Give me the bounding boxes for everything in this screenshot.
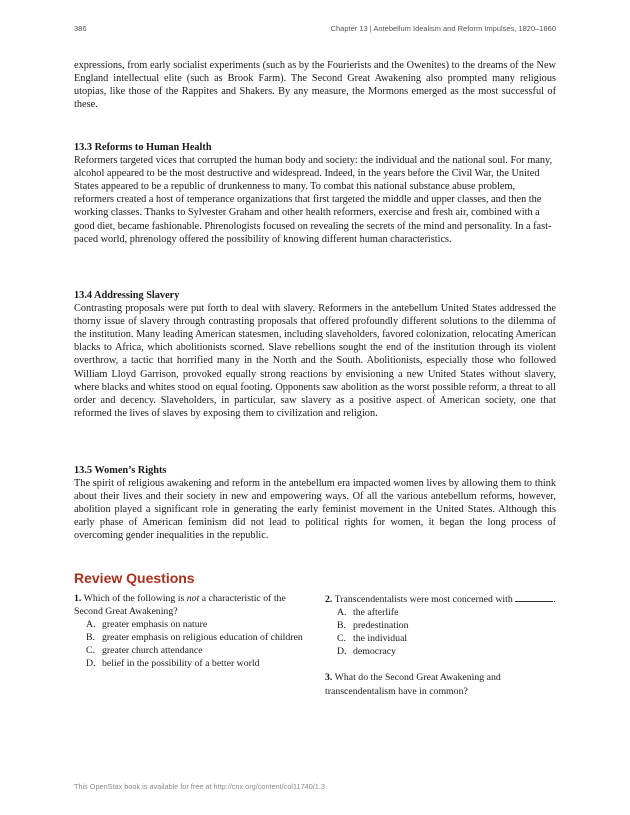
answer-option: C. greater church attendance [86, 645, 203, 657]
section-title: 13.4 Addressing Slavery [74, 290, 180, 301]
answer-option: D. democracy [337, 646, 396, 658]
question-text: What do the Second Great Awakening and transcendentalism have in common? [325, 672, 501, 697]
question-text: Which of the following is [83, 593, 185, 604]
question-number: 3. [325, 672, 333, 684]
page-footer: This OpenStax book is available for free at http://cnx.org/content/col11740/1.3 [74, 782, 325, 791]
question-emphasis: not [186, 593, 200, 604]
section-body: Reformers targeted vices that corrupted the human body and society: the individual and the national soul. For many, alcohol appeared to be the most destructive and widespread. Indeed, in the years before the Civil War, the United States appeared to be a republic of drunkenness to many. To combat this national substance abuse problem, reformers created a host of temperance organizations that first targeted the middle and upper classes, and then the working classes. Thanks to Sylvester Graham and other health reformers, exercise and fresh air, combined with a good diet, became fashionable. Phrenologists focused on revealing the secrets of the mind and personality. In a fast-paced world, phrenology offered the possibility of knowing different human characteristics. [74, 155, 553, 245]
section-body: The spirit of religious awakening and reform in the antebellum era impacted women lives by allowing them to think about their lives and their society in new and empowering ways. Of all the various antebellum reforms, however, abolition played a significant role in generating the early feminist movement in the United States. Although this early phase of American feminism did not lead to political rights for women, it began the long process of overcoming gender inequalities in the republic. [74, 478, 556, 542]
question-3 [325, 671, 556, 697]
intro-paragraph: expressions, from early socialist experiments (such as by the Fourierists and the Owenites) to the dreams of the New England intellectual elite (such as Brook Farm). The Second Great Awakening also prompted many religious utopias, like those of the Rappites and Shakers. By any measure, the Mormons emerged as the most successful of these. [74, 60, 556, 111]
answer-option: D. belief in the possibility of a better world [86, 658, 260, 670]
fill-in-blank [515, 592, 553, 602]
running-header-chapter-title: Chapter 13 | Antebellum Idealism and Reform Impulses, 1820–1860 [330, 24, 556, 33]
review-column-left [74, 592, 306, 671]
question-suffix: . [553, 594, 556, 605]
section-health [74, 141, 556, 246]
answer-option: A. greater emphasis on nature [86, 619, 208, 631]
answer-option: B. greater emphasis on religious education of children [86, 632, 303, 644]
section-title: 13.5 Women’s Rights [74, 465, 167, 476]
question-text: Transcendentalists were most concerned with [334, 594, 513, 605]
question-number: 2. [325, 594, 333, 605]
review-column-right [325, 592, 556, 698]
section-title: 13.3 Reforms to Human Health [74, 142, 212, 153]
question-2 [325, 592, 556, 606]
section-womens-rights [74, 464, 556, 543]
question-1 [74, 592, 306, 618]
answer-options [74, 618, 306, 670]
running-header-page-number: 386 [74, 24, 87, 33]
answer-option: B. predestination [337, 620, 409, 632]
answer-option: A. the afterlife [337, 607, 399, 619]
answer-option: C. the individual [337, 633, 408, 645]
question-number: 1. [74, 593, 82, 604]
section-body: Contrasting proposals were put forth to deal with slavery. Reformers in the antebellum United States addressed the thorny issue of slavery through contrasting proposals that offered profoundly different solutions to the dilemma of the institution. Many leading American statesmen, including slaveholders, favored colonization, relocating American blacks to Africa, which abolitionists scorned. Slave rebellions sought the end of the institution through its violent overthrow, a tactic that horrified many in the North and the South. Abolitionists, especially those who followed William Lloyd Garrison, provoked equally strong reactions by envisioning a new United States without slavery, where blacks and whites stood on equal footing. Opponents saw abolition as the worst possible reform, a threat to all order and decency. Slaveholders, in particular, saw slavery as a positive aspect of American society, one that reformed the lives of slaves by exposing them to civilization and religion. [74, 303, 556, 419]
question-text: a characteristic of the Second Great Awakening? [74, 593, 286, 618]
answer-options [325, 606, 556, 658]
review-questions-heading: Review Questions [74, 570, 195, 586]
section-slavery [74, 289, 556, 420]
